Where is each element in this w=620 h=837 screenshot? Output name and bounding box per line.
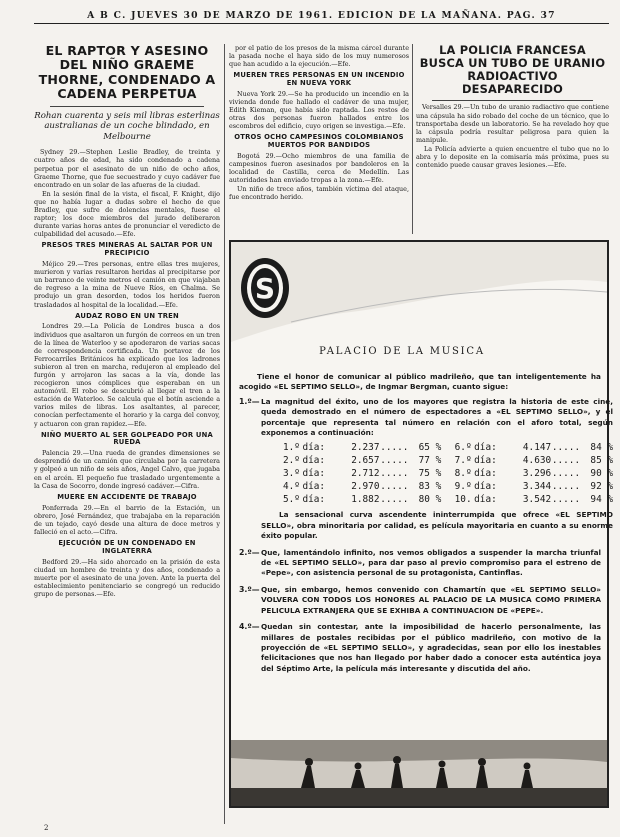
day-ordinal: 9.º [454, 481, 472, 493]
paragraph: Bedford 29.—Ha sido ahorcado en la prisión de esta ciudad un hombre de treinta y dos años, condenado a muerte por el asesinato de una joven. Ante la puerta del establecimiento penitenciario se congregó un reducido grupo de personas.—Efe. [34, 557, 220, 598]
story-body [34, 260, 220, 309]
leader-dots: ..... [551, 442, 581, 454]
story-headline[interactable]: AUDAZ ROBO EN UN TREN [75, 311, 179, 320]
story-headline[interactable]: PRESOS TRES MINERAS AL SALTAR POR UN PRECIPICIO [41, 241, 213, 258]
column-gap [441, 441, 454, 454]
advert-lead: Tiene el honor de comunicar al público madrileño, que tan inteligentemente ha acogido «EL SEPTIMO SELLO», de Ingmar Bergman, cuanto sigue: [239, 372, 601, 392]
paragraph: Ponferrada 29.—En el barrio de la Estación, un obrero, José Fernández, que trabajaba en la reparación de un tejado, cayó desde una altura de doce metros y falleció en el acto.—Cifra. [34, 503, 220, 536]
day-label: día: [302, 481, 326, 493]
leader-dots: ..... [380, 442, 409, 454]
column-middle [229, 44, 409, 234]
point-text: Quedan sin contestar, ante la imposibilidad de hacerlo personalmente, las millares de postales recibidas por el público madrileño, con motivo de la proyección de «EL SEPTIMO SELLO», y agradecidas, sean por ello los inestables felicitaciones que nos han llegado por haber dado a conocer esta auténtica joya del Séptimo Arte, la película más interesante y discutida del año. [261, 622, 601, 673]
capacity-percent: 85 % [590, 455, 613, 467]
capacity-percent: 84 % [590, 442, 613, 454]
spectator-count: 1.882 [351, 494, 380, 506]
lead-headline[interactable]: EL RAPTOR Y ASESINO DEL NIÑO GRAEME THORNE, CONDENADO A CADENA PERPETUA [38, 44, 216, 102]
capacity-percent: 92 % [590, 481, 613, 493]
advert-body [239, 372, 613, 680]
column-rule [412, 44, 413, 234]
day-label: día: [302, 455, 326, 467]
day-label: día: [474, 494, 497, 506]
attendance-row [283, 493, 613, 506]
story-headline[interactable]: OTROS OCHO CAMPESINOS COLOMBIANOS MUERTOS POR BANDIDOS [234, 133, 404, 150]
day-ordinal: 5.º [283, 494, 300, 506]
advert-point-1 [239, 396, 613, 542]
advert-point-4 [239, 622, 601, 674]
capacity-percent: 83 % [418, 481, 442, 493]
attendance-row [283, 441, 613, 454]
headline-divider [50, 106, 204, 107]
attendance-row [283, 467, 613, 480]
capacity-percent: 94 % [590, 494, 613, 506]
spectator-count: 2.712 [351, 468, 380, 480]
leader-dots: ..... [551, 468, 581, 480]
column-gap [441, 454, 454, 467]
point-number: 2.º— [239, 547, 260, 557]
day-ordinal: 2.º [283, 455, 300, 467]
paragraph: Versalles 29.—Un tubo de uranio radiactivo que contiene una cápsula ha sido robado del coche de un técnico, que lo transportaba desde un laboratorio. Se ha revelado hoy que la cápsula podría resultar peligrosa para quien la manipule. [416, 103, 609, 144]
paragraph: En la sesión final de la vista, el fiscal, F. Knight, dijo que no había lugar a dudas sobre el hecho de que Bradley, que sufre de dolencias mentales, fuese el raptor; los doce miembros del jurado deliberaron durante varias horas antes de pronunciar el veredicto de culpabilidad del acusado.—Efe. [34, 189, 220, 239]
story-body [34, 449, 220, 489]
capacity-percent: 75 % [418, 468, 442, 480]
story-headline[interactable]: MUEREN TRES PERSONAS EN UN INCENDIO EN NUEVA YORK [233, 71, 405, 88]
point-subtext: La sensacional curva ascendente ininterrumpida que ofrece «EL SEPTIMO SELLO», obra minoritaria por calidad, es película mayoritaria en cuanto a su enorme éxito popular. [261, 510, 613, 541]
day-label: día: [474, 442, 497, 454]
story-headline[interactable]: MUERE EN ACCIDENTE DE TRABAJO [57, 492, 197, 501]
lead-deck: Rohan cuarenta y seis mil libras esterlinas australianas de un coche blindado, en Melbourne [34, 110, 220, 142]
day-label: día: [302, 494, 326, 506]
spectator-count: 3.542 [522, 494, 552, 506]
story-body [416, 103, 609, 169]
masthead-line: A B C. JUEVES 30 DE MARZO DE 1961. EDICION DE LA MAÑANA. PAG. 37 [34, 4, 609, 24]
story-body [34, 504, 220, 536]
lead-story-body [34, 148, 220, 238]
leader-dots: ..... [380, 481, 409, 493]
paragraph: Un niño de trece años, también víctima del ataque, fue encontrado herido. [229, 185, 409, 202]
day-ordinal: 8.º [454, 468, 472, 480]
spectator-count: 3.296 [522, 468, 552, 480]
leader-dots: ..... [380, 494, 409, 506]
point-text [261, 397, 613, 542]
day-label: día: [302, 442, 326, 454]
leader-dots: ..... [551, 455, 581, 467]
day-ordinal: 1.º [283, 442, 300, 454]
point-number: 3.º— [239, 584, 260, 594]
column-gap [441, 480, 454, 493]
film-logo [237, 252, 293, 328]
paragraph: Bogotá 29.—Ocho miembros de una familia de campesinos fueron asesinados por bandoleros en la localidad de Castilla, cerca de Medellín. Las autoridades han enviado tropas a la zona.—Efe. [229, 152, 409, 185]
point-text: Que, lamentándolo infinito, nos vemos obligados a suspender la marcha triunfal de «EL SEPTIMO SELLO», para dar paso al previo compromiso para el estreno de «Pepe», con asistencia personal de su protagonista, Cantinflas. [261, 547, 601, 578]
column-left [34, 44, 220, 832]
story-headline[interactable]: EJECUCIÓN DE UN CONDENADO EN INGLATERRA [58, 538, 196, 555]
day-label: día: [474, 455, 497, 467]
day-label: día: [474, 481, 497, 493]
day-ordinal: 4.º [283, 481, 300, 493]
leader-dots: ..... [380, 455, 409, 467]
capacity-percent: 80 % [418, 494, 442, 506]
spectator-count: 4.630 [522, 455, 552, 467]
column-rule [224, 44, 225, 824]
story-body [34, 322, 220, 427]
day-ordinal: 6.º [454, 442, 472, 454]
advert-point-2 [239, 548, 601, 579]
paragraph: Méjico 29.—Tres personas, entre ellas tres mujeres, murieron y varias resultaron heridas al precipitarse por un barranco de veinte metros el camión en que viajaban de regreso a la mina de Nueve Ríos, en Chalma. Se produjo un gran desorden, todos los heridos fueron trasladados al hospital de la localidad.—Efe. [34, 260, 220, 309]
spectator-count: 4.147 [522, 442, 552, 454]
attendance-row [283, 480, 613, 493]
attendance-table [283, 441, 613, 506]
column-gap [441, 467, 454, 480]
point-number: 4.º— [239, 622, 260, 632]
day-ordinal: 3.º [283, 468, 300, 480]
advert-point-3 [239, 585, 601, 616]
advert-title: PALACIO DE LA MUSICA [319, 346, 485, 357]
spectator-count: 2.657 [351, 455, 380, 467]
column-right [416, 44, 609, 234]
point-text-body: La magnitud del éxito, uno de los mayores que registra la historia de este cine, queda demostrado en el número de espectadores a «EL SEPTIMO SELLO», y el porcentaje que representa tal número en relación con el aforo total, según exponemos a continuación: [261, 396, 613, 438]
leader-dots: ..... [380, 468, 409, 480]
capacity-percent: 77 % [418, 455, 442, 467]
capacity-percent: 90 % [590, 468, 613, 480]
point-text: Que, sin embargo, hemos convenido con Chamartín que «EL SEPTIMO SELLO» VOLVERA CON TODOS LOS HONORES AL PALACIO DE LA MUSICA COMO PRIMERA PELICULA EXTRANJERA QUE SE EXHIBA A CONTINUACION DE «PEPE». [261, 584, 601, 615]
day-ordinal: 7.º [454, 455, 472, 467]
attendance-rows [283, 441, 613, 506]
story-continuation [229, 44, 409, 68]
paragraph: Sydney 29.—Stephen Leslie Bradley, de treinta y cuatro años de edad, ha sido condenado a cadena perpetua por el asesinato de un niño de ocho años, Graeme Thorne, que fue secuestrado y cuyo cadáver fue encontrado en un solar de las afueras de la ciudad. [34, 148, 220, 189]
spectator-count: 3.344 [522, 481, 552, 493]
point-number: 1.º— [239, 396, 260, 406]
day-ordinal: 10. [454, 494, 472, 506]
palacio-musica-advert[interactable] [229, 240, 613, 808]
leader-dots: ..... [551, 481, 581, 493]
paragraph: Palencia 29.—Una rueda de grandes dimensiones se desprendió de un camión que circulaba por la carretera y golpeó a un niño de seis años, Angel Calvo, que jugaba en el arcén. El pequeño fue trasladado urgentemente a la Casa de Socorro, donde ingresó cadáver.—Cifra. [34, 449, 220, 490]
film-still-image [231, 740, 607, 806]
story-body [229, 152, 409, 202]
spectator-count: 2.237 [351, 442, 380, 454]
logo-letter: S [254, 272, 276, 305]
day-label: día: [474, 468, 497, 480]
headline-divider [432, 100, 593, 101]
page-mark: 2 [44, 824, 49, 832]
day-label: día: [302, 468, 326, 480]
capacity-percent: 65 % [418, 442, 442, 454]
attendance-row [283, 454, 613, 467]
column-gap [441, 493, 454, 506]
story-headline[interactable]: NIÑO MUERTO AL SER GOLPEADO POR UNA RUEDA [41, 430, 213, 447]
paragraph: La Policía advierte a quien encuentre el tubo que no lo abra y lo deposite en la comisaría más próxima, pues su contenido puede causar graves lesiones.—Efe. [416, 144, 609, 170]
story-body [229, 90, 409, 130]
story-headline[interactable]: LA POLICIA FRANCESA BUSCA UN TUBO DE URANIO RADIOACTIVO DESAPARECIDO [419, 44, 606, 97]
spectator-count: 2.970 [351, 481, 380, 493]
paragraph: por el patio de los presos de la misma cárcel durante la pasada noche el haya sido de los muy numerosos que han acudido a la ejecución.—Efe. [229, 44, 409, 69]
story-body [34, 558, 220, 598]
paragraph: Londres 29.—La Policía de Londres busca a dos individuos que asaltaron un furgón de correos en un tren de la línea de Waterloo y se apoderaron de varias sacas de correspondencia certificada. Un portavoz de los Ferrocarriles Británicos ha explicado que los ladrones subieron al tren en marcha, redujeron al empleado del furgón y arrojaron las sacas a la vía, donde las recogieron unos cómplices que esperaban en un automóvil. El robo se descubrió al llegar el tren a la estación de Waterloo. Se calcula que el botín asciende a varios miles de libras. Los asaltantes, al parecer, conocían perfectamente el horario y la carga del convoy, y actuaron con gran rapidez.—Efe. [34, 322, 220, 428]
paragraph: Nueva York 29.—Se ha producido un incendio en la vivienda donde fue hallado el cadáver de una mujer, Edith Kieman, que había sido raptada. Los restos de otras dos personas fueron hallados entre los escombros del edificio, cuyo origen se investiga.—Efe. [229, 89, 409, 131]
seal-icon [237, 252, 293, 324]
leader-dots: ..... [551, 494, 581, 506]
